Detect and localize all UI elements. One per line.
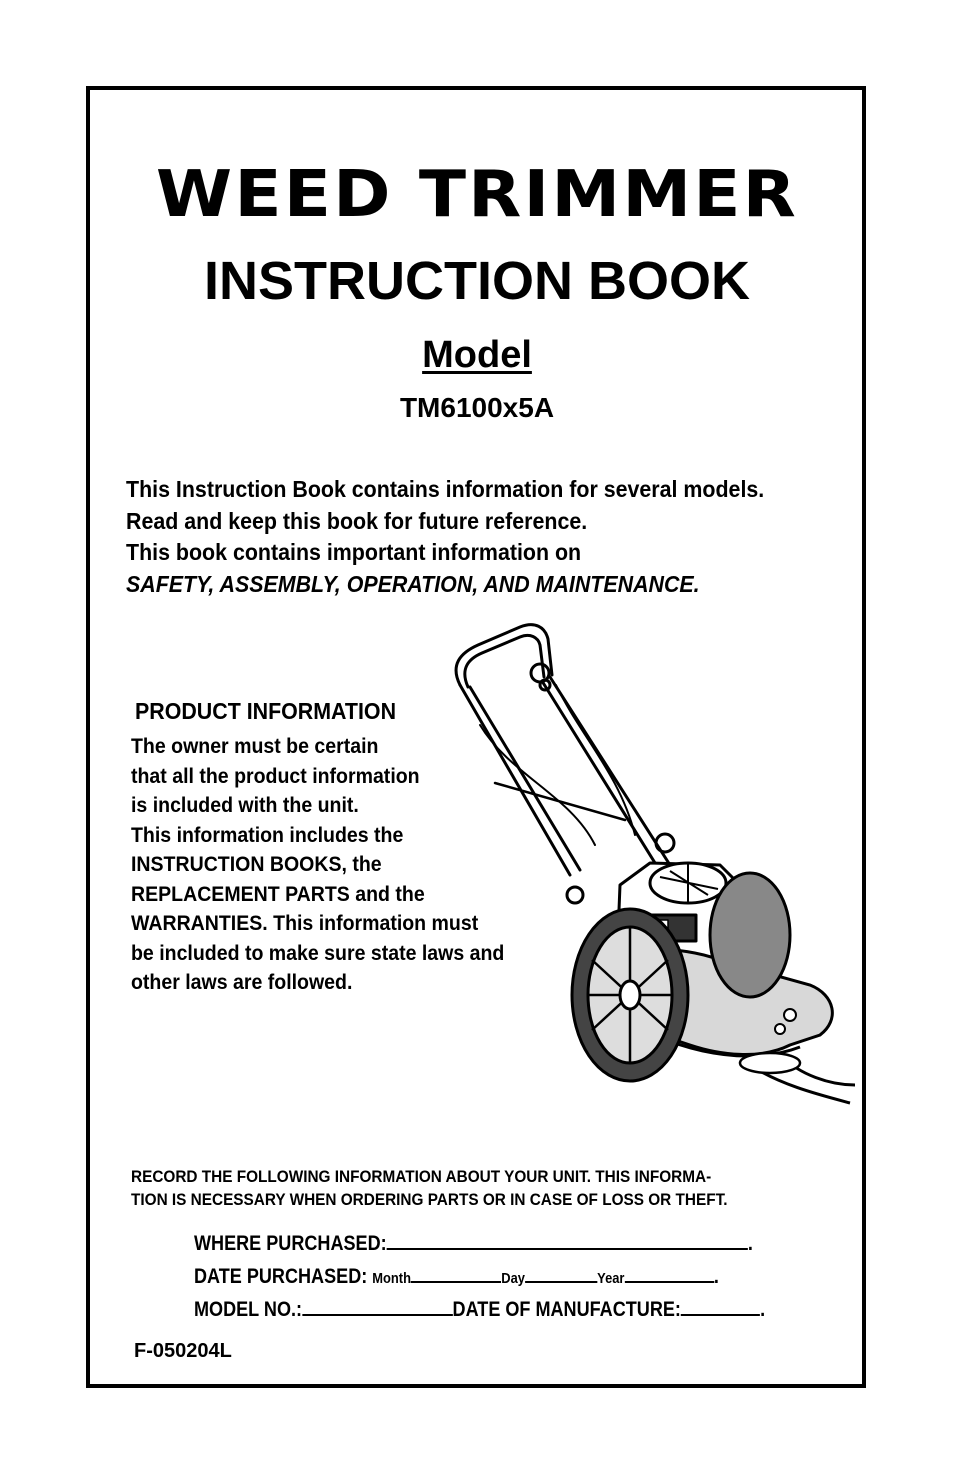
record-instructions [131,1166,728,1212]
month-label: Month [372,1270,411,1287]
intro-text [126,474,764,600]
form-code: F-050204L [134,1340,232,1362]
document-subtitle: INSTRUCTION BOOK [204,251,750,311]
date-purchased-label: DATE PURCHASED: [194,1265,368,1288]
model-no-row [194,1296,765,1322]
weed-trimmer-illustration [420,615,860,1110]
where-purchased-label: WHERE PURCHASED: [194,1232,387,1255]
period: . [747,1232,753,1255]
day-label: Day [501,1270,525,1287]
product-info-heading: PRODUCT INFORMATION [135,698,397,724]
product-info-line: other laws are followed. [131,971,353,994]
product-info-line: be included to make sure state laws and [131,941,505,965]
product-info-line: is included with the unit. [131,794,359,817]
record-line: TION IS NECESSARY WHEN ORDERING PARTS OR IN CASE OF LOSS OR THEFT. [131,1191,728,1209]
date-purchased-row [194,1263,719,1289]
product-info-line: The owner must be certain [131,735,379,758]
intro-line: This Instruction Book contains information for several models. [126,476,765,502]
model-label: Model [422,334,532,376]
year-field[interactable] [624,1263,713,1283]
intro-line: Read and keep this book for future reference. [126,507,588,534]
date-of-manufacture-field[interactable] [681,1296,760,1316]
model-no-label: MODEL NO.: [194,1298,303,1321]
product-info-line: WARRANTIES. This information must [131,912,479,935]
intro-line-topics: SAFETY, ASSEMBLY, OPERATION, AND MAINTENANCE. [126,570,700,597]
model-number: TM6100x5A [399,392,555,423]
year-label: Year [597,1270,625,1287]
where-purchased-row [194,1230,753,1256]
period: . [760,1298,766,1321]
product-info-line: This information includes the [131,823,404,847]
model-no-field[interactable] [302,1296,453,1316]
intro-line: This book contains important information on [126,539,582,565]
period: . [713,1265,719,1288]
product-info-line: that all the product information [131,764,420,788]
date-of-manufacture-label: DATE OF MANUFACTURE: [452,1298,681,1321]
document-title: WEED TRIMMER [155,158,799,232]
product-info-line: REPLACEMENT PARTS and the [131,882,425,906]
record-line: RECORD THE FOLLOWING INFORMATION ABOUT YOUR UNIT. THIS INFORMA- [131,1168,712,1186]
day-field[interactable] [525,1263,597,1283]
where-purchased-field[interactable] [387,1230,748,1250]
month-field[interactable] [411,1263,501,1283]
product-info-line: INSTRUCTION BOOKS, the [131,853,382,876]
